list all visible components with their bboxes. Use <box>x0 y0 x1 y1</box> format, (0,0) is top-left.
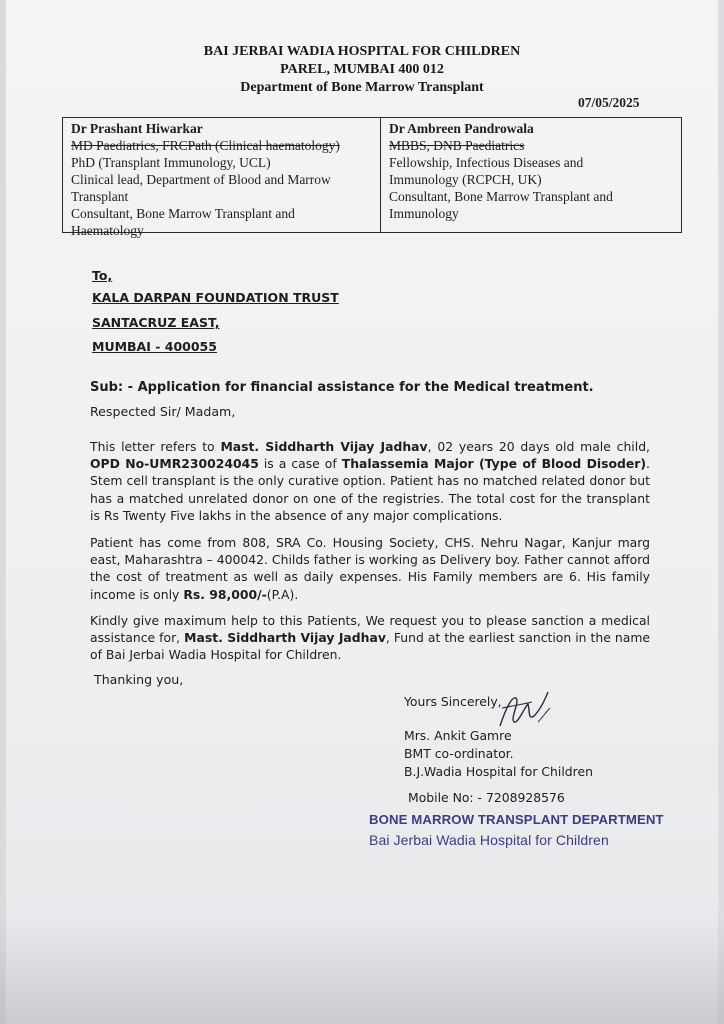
doctor-right-cell <box>381 118 681 232</box>
signatory-mobile: Mobile No: - 7208928576 <box>408 790 565 805</box>
yours-sincerely: Yours Sincerely, <box>404 694 502 709</box>
paragraph-3 <box>90 612 650 664</box>
recipient-line-3: MUMBAI - 400055 <box>92 339 217 354</box>
hospital-address: PAREL, MUMBAI 400 012 <box>280 62 444 77</box>
doctor-left-line: MD Paediatrics, FRCPath (Clinical haematology) <box>71 138 340 153</box>
paragraph-1 <box>90 438 650 524</box>
doctor-left-name: Dr Prashant Hiwarkar <box>71 121 203 136</box>
subject-line: Sub: - Application for financial assistance for the Medical treatment. <box>90 380 594 395</box>
bottom-shadow <box>0 914 724 1024</box>
para1-text: is a case of <box>258 456 342 472</box>
department-stamp-line-1: BONE MARROW TRANSPLANT DEPARTMENT <box>369 812 664 827</box>
doctor-right-line: Consultant, Bone Marrow Transplant and <box>389 189 613 204</box>
patient-name: Mast. Siddharth Vijay Jadhav <box>184 630 386 646</box>
doctors-table <box>62 117 682 238</box>
patient-name: Mast. Siddharth Vijay Jadhav <box>220 439 428 454</box>
doctor-left-line: Haematology <box>71 223 144 238</box>
recipient-line-1: KALA DARPAN FOUNDATION TRUST <box>92 290 339 305</box>
closing: Thanking you, <box>94 672 184 687</box>
hospital-name: BAI JERBAI WADIA HOSPITAL FOR CHILDREN <box>203 44 521 59</box>
para2-text: Patient has come from 808, SRA Co. Housing Society, CHS. Nehru Nagar, Kanjur marg east, Maharashtra – 400042. Childs father is working as Delivery boy. Father cannot afford the cost of treatment as well as daily expenses. His Family members are 6. His family income is only <box>90 535 650 602</box>
salutation: Respected Sir/ Madam, <box>90 404 236 419</box>
para3-text: Kindly give maximum help to this Patients, We request you to please sanction a medical assistance for, <box>90 613 650 646</box>
signatory-role: BMT co-ordinator. <box>404 746 514 761</box>
para2-text: (P.A). <box>266 586 299 602</box>
doctor-right-line: Immunology (RCPCH, UK) <box>389 172 542 187</box>
doctor-right-line: Fellowship, Infectious Diseases and <box>389 155 584 170</box>
doctor-right-line: Immunology <box>389 206 459 221</box>
diagnosis: Thalassemia Major (Type of Blood Disoder) <box>341 456 647 472</box>
doctor-right-line: MBBS, DNB Paediatrics <box>389 138 525 153</box>
para1-text: , 02 years 20 days old male child, <box>427 439 650 454</box>
recipient-line-2: SANTACRUZ EAST, <box>92 315 220 330</box>
doctor-left-line: Transplant <box>71 189 129 204</box>
signatory-org: B.J.Wadia Hospital for Children <box>404 764 593 779</box>
doctor-right-name: Dr Ambreen Pandrowala <box>389 121 534 136</box>
recipient-to: To, <box>92 268 113 283</box>
doctor-left-line: PhD (Transplant Immunology, UCL) <box>71 155 271 170</box>
para1-text: This letter refers to <box>90 439 221 454</box>
department-name: Department of Bone Marrow Transplant <box>240 80 484 95</box>
para1-text: . Stem cell transplant is the only curative option. Patient has no matched related donor but has a matched unrelated donor on one of the registries. The total cost for the transplant is Rs Twenty Five lakhs in the absence of any major complications. <box>90 456 650 523</box>
doctor-left-line: Clinical lead, Department of Blood and Marrow <box>71 172 331 187</box>
doctor-left-cell <box>63 118 381 238</box>
para3-text: , Fund at the earliest sanction in the name of Bai Jerbai Wadia Hospital for Children. <box>90 630 651 663</box>
department-stamp-line-2: Bai Jerbai Wadia Hospital for Children <box>369 832 609 848</box>
signatory-name: Mrs. Ankit Gamre <box>404 728 512 743</box>
doctor-left-line: Consultant, Bone Marrow Transplant and <box>71 206 295 221</box>
paragraph-2 <box>90 534 650 603</box>
family-income: Rs. 98,000/- <box>183 586 267 602</box>
letter-date: 07/05/2025 <box>578 95 640 110</box>
opd-number: OPD No-UMR230024045 <box>90 456 259 472</box>
